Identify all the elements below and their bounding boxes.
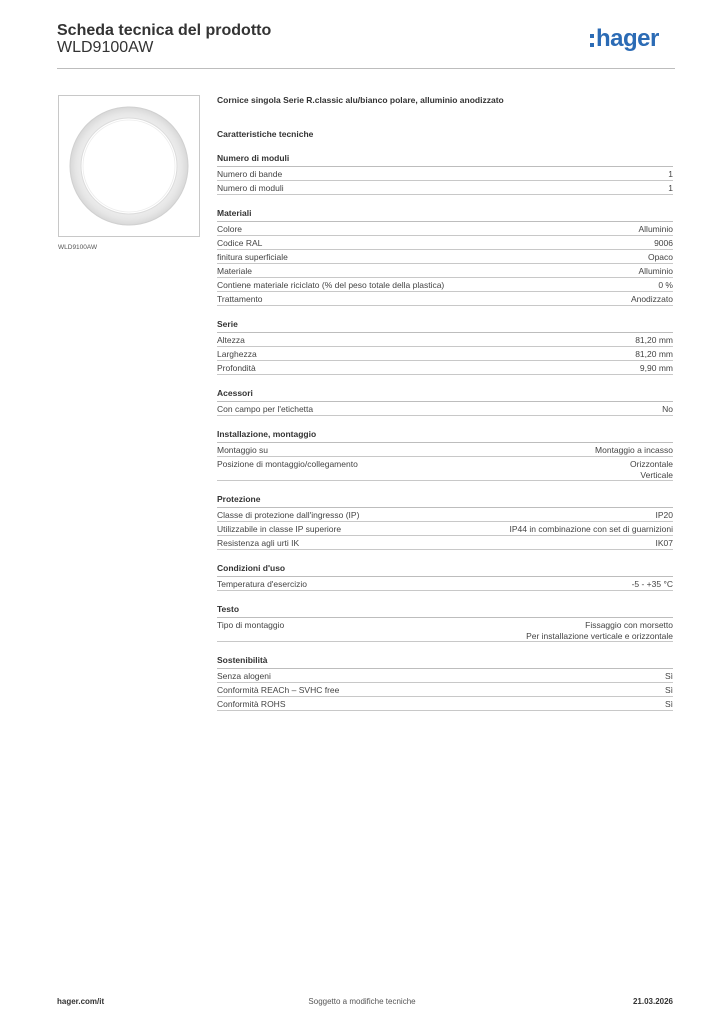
spec-label: Numero di moduli — [217, 183, 284, 193]
page-title: Scheda tecnica del prodotto — [57, 22, 272, 39]
spec-content — [217, 94, 673, 711]
section-title: Sostenibilità — [217, 655, 673, 669]
spec-label: Materiale — [217, 266, 252, 276]
spec-section — [217, 655, 673, 711]
spec-value — [526, 620, 673, 641]
spec-label: Contiene materiale riciclato (% del peso totale della plastica) — [217, 280, 445, 290]
spec-row — [217, 683, 673, 697]
spec-label: Montaggio su — [217, 445, 269, 455]
footer-date: 21.03.2026 — [632, 997, 673, 1006]
spec-label: finitura superficiale — [217, 252, 288, 262]
spec-value-line: IP20 — [655, 510, 673, 520]
spec-value-line: Fissaggio con morsetto — [585, 620, 673, 630]
spec-value-line: -5 - +35 °C — [631, 579, 673, 589]
product-image — [58, 95, 200, 237]
spec-label: Senza alogeni — [217, 671, 271, 681]
product-code: WLD9100AW — [57, 39, 154, 56]
spec-label: Colore — [217, 224, 243, 234]
spec-label: Conformità REACh – SVHC free — [217, 685, 340, 695]
spec-label: Conformità ROHS — [217, 699, 286, 709]
spec-label: Tipo di montaggio — [217, 620, 285, 630]
spec-row — [217, 292, 673, 306]
spec-value-line: Per installazione verticale e orizzontale — [526, 630, 673, 641]
spec-row — [217, 347, 673, 361]
spec-row — [217, 669, 673, 683]
spec-sections — [217, 153, 673, 711]
section-title: Acessori — [217, 388, 673, 402]
spec-value-line: Verticale — [640, 469, 673, 480]
spec-value — [665, 699, 673, 710]
frame-picture — [59, 96, 199, 236]
spec-value-line: Alluminio — [638, 224, 673, 234]
spec-section — [217, 208, 673, 306]
hager-logo — [590, 25, 680, 59]
spec-label: Profondità — [217, 363, 256, 373]
spec-value — [639, 224, 674, 235]
section-title: Materiali — [217, 208, 673, 222]
spec-value-line: 9,90 mm — [639, 363, 673, 373]
spec-section — [217, 563, 673, 591]
spec-value-line: 9006 — [654, 238, 673, 248]
spec-label: Utilizzabile in classe IP superiore — [217, 524, 342, 534]
logo-text: hager — [596, 25, 659, 52]
spec-value — [662, 404, 673, 415]
spec-value — [640, 363, 673, 374]
spec-row — [217, 264, 673, 278]
spec-row — [217, 167, 673, 181]
spec-value — [658, 280, 673, 291]
spec-value-line: 81,20 mm — [635, 349, 673, 359]
header-divider — [57, 68, 675, 69]
spec-section — [217, 429, 673, 481]
spec-value — [665, 671, 673, 682]
spec-row — [217, 402, 673, 416]
spec-value-line: Sì — [664, 699, 673, 709]
spec-label: Numero di bande — [217, 169, 283, 179]
spec-row — [217, 333, 673, 347]
section-title: Testo — [217, 604, 673, 618]
spec-value-line: Opaco — [647, 252, 673, 262]
spec-label: Altezza — [217, 335, 245, 345]
section-title: Serie — [217, 319, 673, 333]
spec-value-line: No — [662, 404, 673, 414]
section-title: Installazione, montaggio — [217, 429, 673, 443]
spec-value — [595, 445, 673, 456]
footer-notice: Soggetto a modifiche tecniche — [308, 997, 416, 1006]
spec-value-line: 1 — [668, 169, 673, 179]
logo-colon-mark — [590, 34, 594, 52]
spec-label: Larghezza — [217, 349, 257, 359]
spec-section — [217, 388, 673, 416]
spec-row — [217, 361, 673, 375]
spec-value-line: IK07 — [655, 538, 673, 548]
spec-value-line: 1 — [668, 183, 673, 193]
spec-row — [217, 222, 673, 236]
spec-value — [668, 183, 673, 194]
spec-row — [217, 577, 673, 591]
spec-value — [630, 459, 673, 480]
spec-label: Resistenza agli urti IK — [217, 538, 300, 548]
footer-website[interactable]: hager.com/it — [57, 997, 105, 1006]
spec-row — [217, 443, 673, 457]
spec-section — [217, 494, 673, 550]
spec-row — [217, 250, 673, 264]
image-caption: WLD9100AW — [58, 244, 98, 251]
spec-label: Con campo per l'etichetta — [217, 404, 314, 414]
spec-value — [632, 579, 673, 590]
spec-value — [656, 538, 674, 549]
spec-value-line: Sì — [664, 671, 673, 681]
spec-label: Temperatura d'esercizio — [217, 579, 307, 589]
spec-value — [635, 335, 673, 346]
section-title: Protezione — [217, 494, 673, 508]
spec-row — [217, 618, 673, 642]
spec-row — [217, 181, 673, 195]
spec-label: Codice RAL — [217, 238, 263, 248]
spec-value-line: Anodizzato — [630, 294, 673, 304]
spec-row — [217, 457, 673, 481]
section-title: Numero di moduli — [217, 153, 673, 167]
spec-value-line: Alluminio — [638, 266, 673, 276]
spec-label: Classe di protezione dall'ingresso (IP) — [217, 510, 360, 520]
spec-value — [635, 349, 673, 360]
characteristics-title: Caratteristiche tecniche — [217, 129, 314, 139]
spec-row — [217, 236, 673, 250]
product-description: Cornice singola Serie R.classic alu/bianco polare, alluminio anodizzato — [217, 95, 504, 105]
spec-value-line: Sì — [664, 685, 673, 695]
spec-row — [217, 536, 673, 550]
spec-value-line: 81,20 mm — [635, 335, 673, 345]
spec-section — [217, 319, 673, 375]
spec-row — [217, 697, 673, 711]
spec-label: Posizione di montaggio/collegamento — [217, 459, 358, 469]
spec-value — [648, 252, 673, 263]
spec-value — [654, 238, 673, 249]
spec-value-line: Orizzontale — [630, 459, 673, 469]
section-title: Condizioni d'uso — [217, 563, 673, 577]
spec-row — [217, 508, 673, 522]
spec-value — [668, 169, 673, 180]
spec-row — [217, 522, 673, 536]
spec-value — [656, 510, 674, 521]
spec-value — [510, 524, 674, 535]
spec-value — [631, 294, 673, 305]
spec-value-line: 0 % — [658, 280, 673, 290]
spec-row — [217, 278, 673, 292]
spec-value-line: Montaggio a incasso — [595, 445, 673, 455]
spec-label: Trattamento — [217, 294, 263, 304]
spec-value — [639, 266, 674, 277]
spec-section — [217, 153, 673, 195]
spec-value-line: IP44 in combinazione con set di guarnizioni — [509, 524, 673, 534]
spec-section — [217, 604, 673, 642]
spec-value — [665, 685, 673, 696]
